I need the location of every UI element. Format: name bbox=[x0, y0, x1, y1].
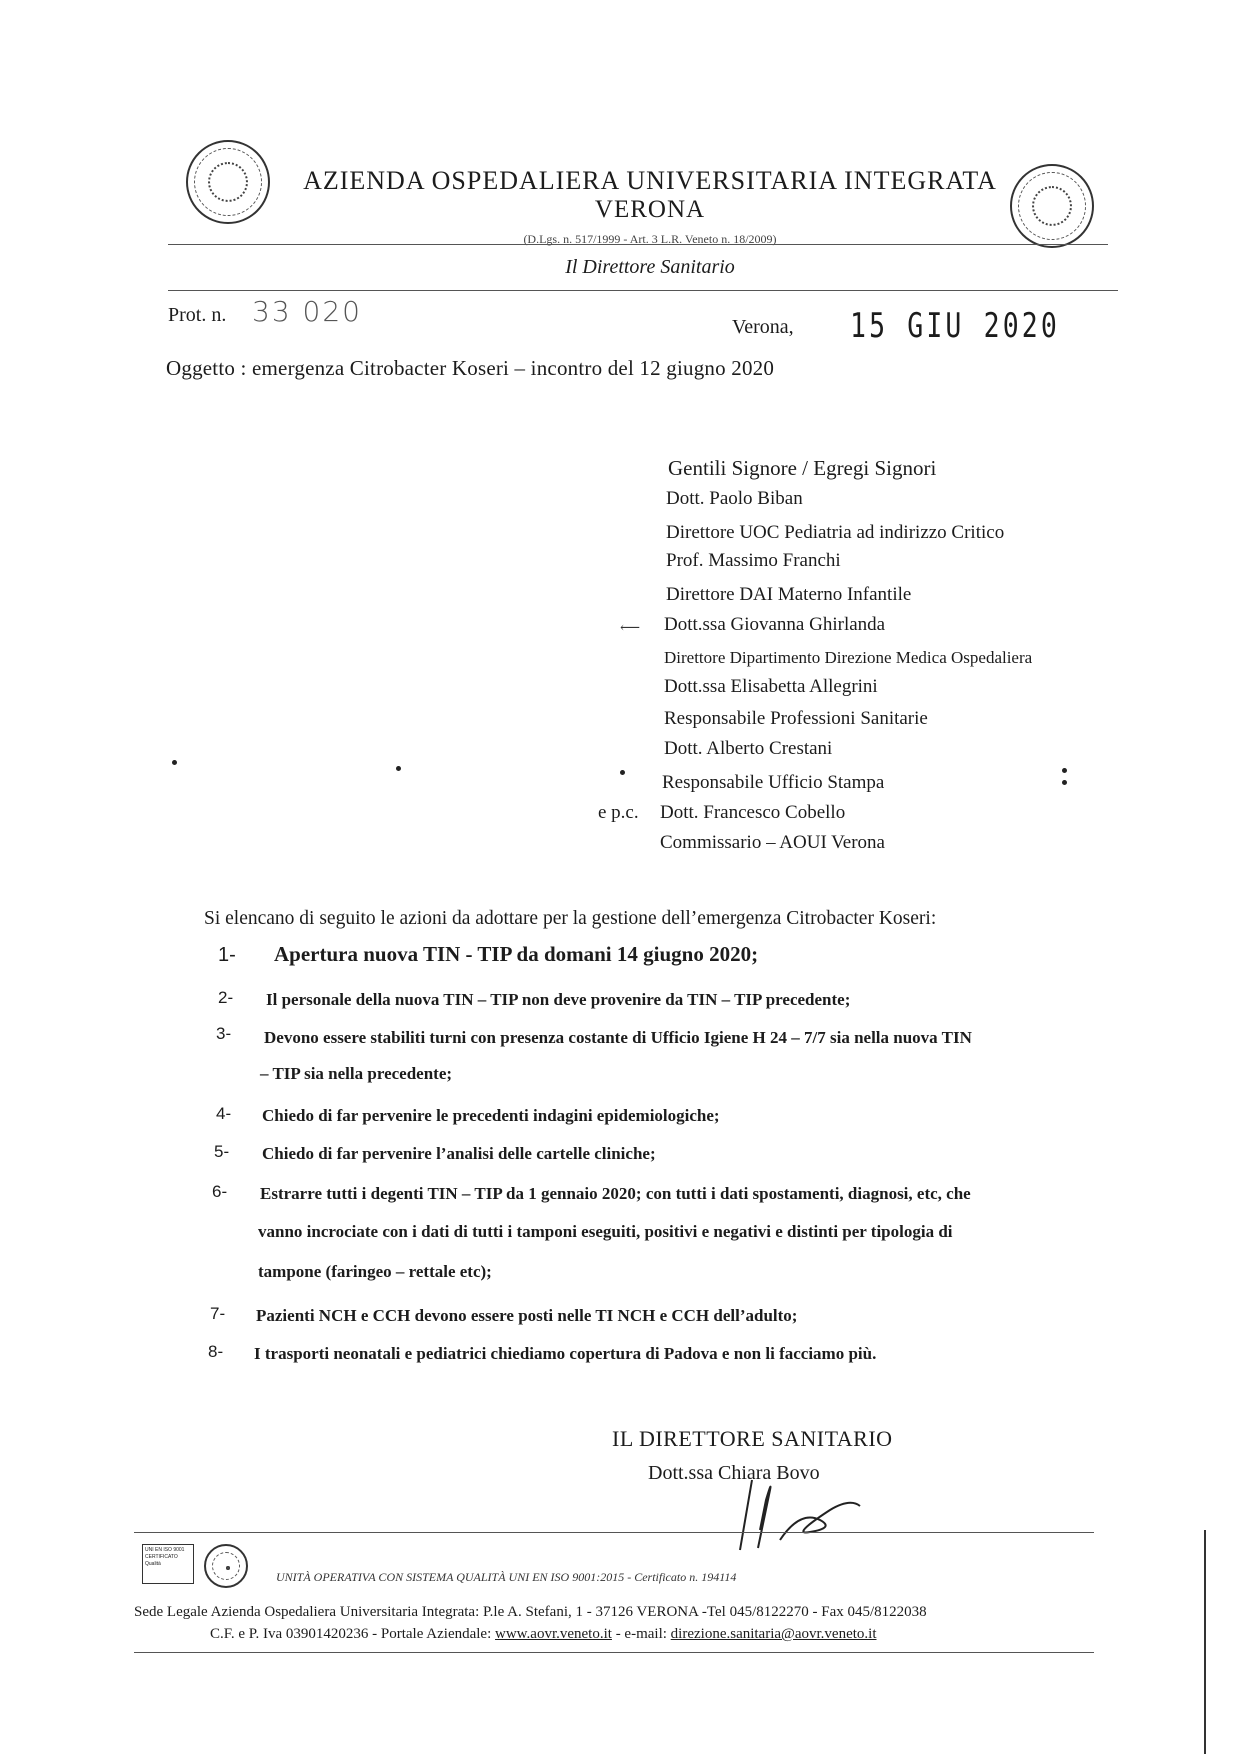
action-text-continued: – TIP sia nella precedente; bbox=[260, 1064, 453, 1083]
action-text-continued: vanno incrociate con i dati di tutti i tamponi eseguiti, positivi e negativi e distinti per tipologia di bbox=[258, 1222, 953, 1241]
scan-speck bbox=[1062, 780, 1067, 785]
action-number: 7- bbox=[210, 1304, 226, 1323]
footer-email-label: - e-mail: bbox=[611, 1626, 671, 1642]
recipient-line: Dott. Francesco Cobello bbox=[660, 802, 846, 823]
action-text: Il personale della nuova TIN – TIP non deve provenire da TIN – TIP precedente; bbox=[266, 990, 851, 1009]
action-number: 3- bbox=[216, 1024, 232, 1043]
scan-speck bbox=[396, 766, 401, 771]
recipient-line: Dott. Alberto Crestani bbox=[664, 738, 833, 759]
cc-label: e p.c. bbox=[598, 802, 639, 823]
recipient-line: Dott.ssa Giovanna Ghirlanda bbox=[664, 614, 886, 635]
footer-contacts bbox=[210, 1626, 877, 1643]
action-text: Pazienti NCH e CCH devono essere posti nelle TI NCH e CCH dell’adulto; bbox=[256, 1306, 798, 1325]
handwritten-signature-icon bbox=[700, 1470, 880, 1560]
action-number: 4- bbox=[216, 1104, 232, 1123]
legal-reference: (D.Lgs. n. 517/1999 - Art. 3 L.R. Veneto n. 18/2009) bbox=[523, 232, 777, 246]
university-seal-right-icon bbox=[1010, 164, 1094, 248]
recipient-line: Direttore DAI Materno Infantile bbox=[666, 584, 912, 605]
date-stamp: 15 GIU 2020 bbox=[850, 306, 1060, 346]
action-number: 6- bbox=[212, 1182, 228, 1201]
footer-tax-info: C.F. e P. Iva 03901420236 - Portale Aziendale: bbox=[210, 1626, 496, 1642]
recipient-line: Responsabile Ufficio Stampa bbox=[662, 772, 885, 793]
signature-name: Dott.ssa Chiara Bovo bbox=[648, 1462, 820, 1484]
action-number: 1- bbox=[218, 944, 236, 966]
header-divider bbox=[168, 244, 1108, 245]
footer-bottom-divider bbox=[134, 1652, 1094, 1653]
hospital-seal-left-icon bbox=[186, 140, 270, 224]
date-city-label: Verona, bbox=[732, 316, 794, 338]
footer-address: Sede Legale Azienda Ospedaliera Universitaria Integrata: P.le A. Stefani, 1 - 37126 VERONA -Tel 045/8122270 - Fax 045/8122038 bbox=[134, 1604, 927, 1620]
action-text: Apertura nuova TIN - TIP da domani 14 giugno 2020; bbox=[274, 942, 759, 966]
sender-role: Il Direttore Sanitario bbox=[565, 256, 735, 278]
action-number: 5- bbox=[214, 1142, 230, 1161]
recipient-line: Gentili Signore / Egregi Signori bbox=[668, 456, 937, 480]
recipient-line: Direttore UOC Pediatria ad indirizzo Critico bbox=[666, 522, 1005, 543]
recipient-line: Direttore Dipartimento Direzione Medica Ospedaliera bbox=[664, 648, 1033, 667]
action-text: Chiedo di far pervenire l’analisi delle cartelle cliniche; bbox=[262, 1144, 656, 1163]
margin-arrow-icon: ⟵ bbox=[620, 621, 641, 636]
certification-label: UNITÀ OPERATIVA CON SISTEMA QUALITÀ UNI EN ISO 9001:2015 - Certificato n. 194114 bbox=[276, 1570, 737, 1584]
action-text: Estrarre tutti i degenti TIN – TIP da 1 gennaio 2020; con tutti i dati spostamenti, diagnosi, etc, che bbox=[260, 1184, 971, 1203]
scan-speck bbox=[172, 760, 177, 765]
email-link[interactable]: direzione.sanitaria@aovr.veneto.it bbox=[670, 1626, 877, 1642]
certification-seal-icon bbox=[204, 1544, 248, 1588]
action-text: Devono essere stabiliti turni con presenza costante di Ufficio Igiene H 24 – 7/7 sia nella nuova TIN bbox=[264, 1028, 972, 1047]
scan-edge-line bbox=[1204, 1530, 1206, 1754]
action-text: I trasporti neonatali e pediatrici chiediamo copertura di Padova e non li facciamo più. bbox=[254, 1344, 877, 1363]
intro-text: Si elencano di seguito le azioni da adottare per la gestione dell’emergenza Citrobacter Koseri: bbox=[204, 908, 937, 929]
action-text: Chiedo di far pervenire le precedenti indagini epidemiologiche; bbox=[262, 1106, 720, 1125]
protocol-label: Prot. n. bbox=[168, 304, 227, 326]
protocol-number: 33 020 bbox=[252, 295, 362, 328]
organization-name: AZIENDA OSPEDALIERA UNIVERSITARIA INTEGRATA bbox=[303, 166, 997, 195]
scan-speck bbox=[620, 770, 625, 775]
footer-divider bbox=[134, 1532, 1094, 1533]
recipient-line: Dott. Paolo Biban bbox=[666, 488, 803, 509]
scan-speck bbox=[1062, 768, 1067, 773]
organization-city: VERONA bbox=[594, 196, 706, 223]
action-text-continued: tampone (faringeo – rettale etc); bbox=[258, 1262, 492, 1281]
recipient-line: Responsabile Professioni Sanitarie bbox=[664, 708, 928, 729]
website-link[interactable]: www.aovr.veneto.it bbox=[495, 1626, 612, 1642]
subject-line: Oggetto : emergenza Citrobacter Koseri – incontro del 12 giugno 2020 bbox=[166, 356, 775, 380]
recipient-line: Commissario – AOUI Verona bbox=[660, 832, 885, 853]
signature-role: IL DIRETTORE SANITARIO bbox=[612, 1426, 893, 1451]
header-divider-bottom bbox=[168, 290, 1118, 291]
recipient-line: Dott.ssa Elisabetta Allegrini bbox=[664, 676, 878, 697]
certification-badge: UNI EN ISO 9001 CERTIFICATO Qualità bbox=[142, 1544, 194, 1584]
action-number: 8- bbox=[208, 1342, 224, 1361]
action-number: 2- bbox=[218, 988, 234, 1007]
recipient-line: Prof. Massimo Franchi bbox=[666, 550, 841, 571]
